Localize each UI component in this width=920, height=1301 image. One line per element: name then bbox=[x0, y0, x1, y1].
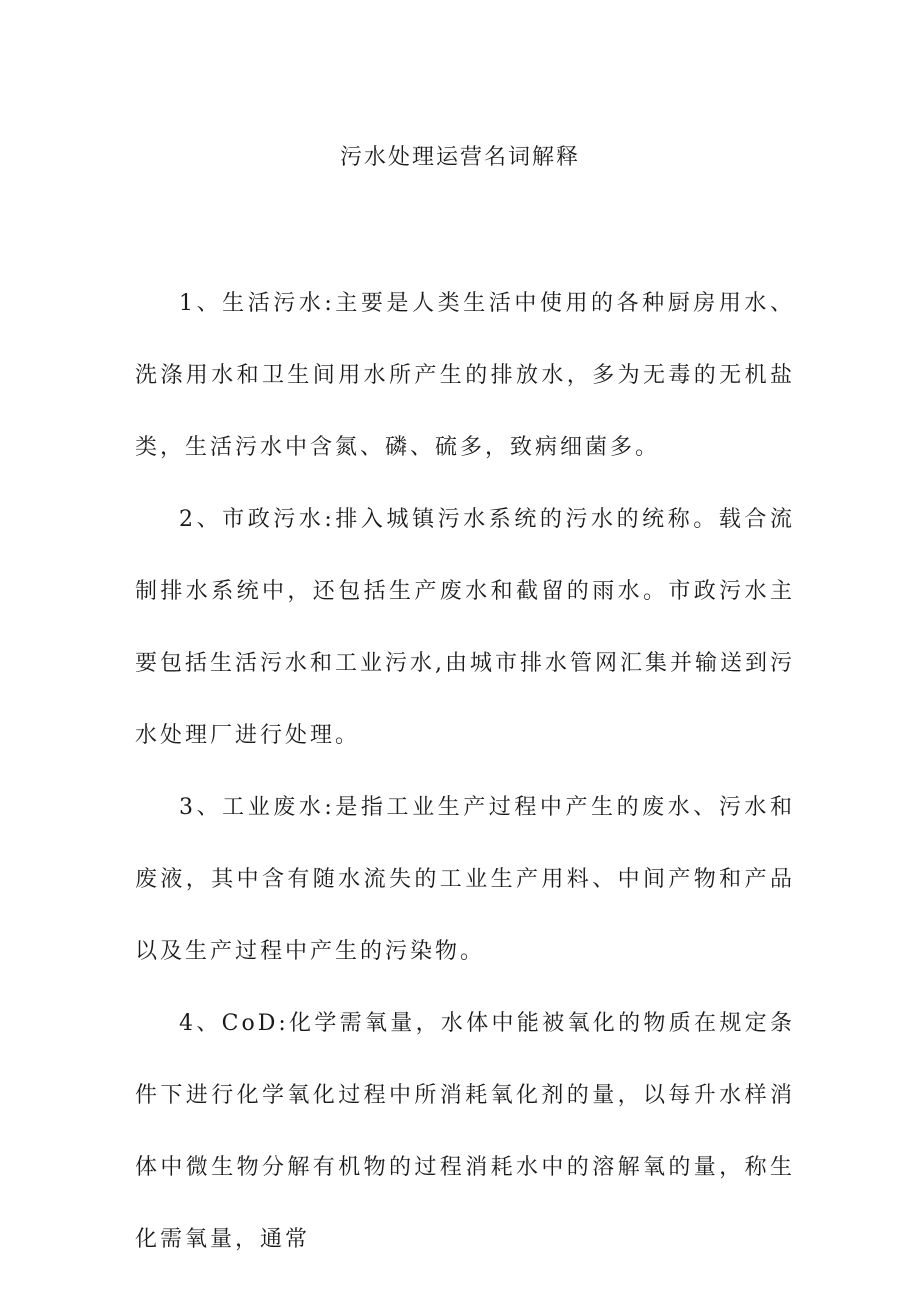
paragraph-domestic-sewage: 1、生活污水:主要是人类生活中使用的各种厨房用水、洗涤用水和卫生间用水所产生的排放水，多为无毒的无机盐类，生活污水中含氮、磷、硫多，致病细菌多。 bbox=[135, 291, 795, 460]
paragraph-industrial-wastewater: 3、工业废水:是指工业生产过程中产生的废水、污水和废液，其中含有随水流失的工业生产用料、中间产物和产品以及生产过程中产生的污染物。 bbox=[135, 795, 795, 964]
paragraph-municipal-sewage: 2、市政污水:排入城镇污水系统的污水的统称。载合流制排水系统中，还包括生产废水和截留的雨水。市政污水主要包括生活污水和工业污水,由城市排水管网汇集并输送到污水处理厂进行处理。 bbox=[135, 507, 795, 748]
page-title: 污水处理运营名词解释 bbox=[339, 145, 580, 170]
document-body bbox=[135, 268, 795, 1276]
paragraph-cod: 4、CoD:化学需氧量，水体中能被氧化的物质在规定条件下进行化学氧化过程中所消耗氧化剂的量，以每升水样消体中微生物分解有机物的过程消耗水中的溶解氧的量，称生化需氧量，通常 bbox=[135, 1011, 795, 1252]
